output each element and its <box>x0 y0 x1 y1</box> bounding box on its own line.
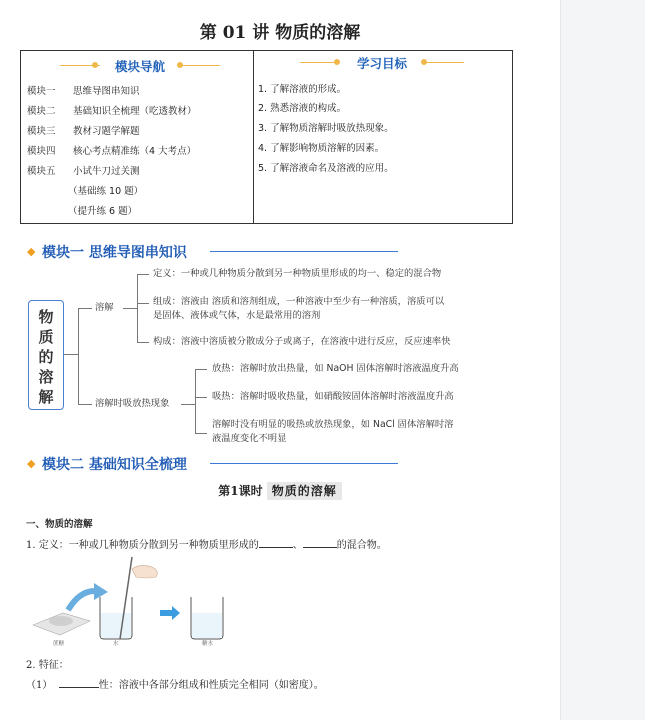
mindmap-branch-heat: 溶解时吸放热现象 <box>95 398 170 409</box>
figure-caption-water: 水 <box>113 641 119 647</box>
mindmap-leaf-composition: 组成：溶液由 溶质和溶剂组成，一种溶液中至少有一种溶质，溶质可以 <box>153 296 445 307</box>
goal-item: 2. 熟悉溶液的构成。 <box>258 103 347 114</box>
nav-item-text: 核心考点精准练（4 大考点） <box>73 146 197 157</box>
nav-header-dot-left <box>92 62 98 68</box>
goal-item: 5. 了解溶液命名及溶液的应用。 <box>258 163 394 174</box>
mindmap-leaf-neutral: 溶解时没有明显的吸热或放热现象，如 NaCl 固体溶解时溶 <box>212 419 454 430</box>
goal-item: 3. 了解物质溶解时吸放热现象。 <box>258 123 394 134</box>
question-2-item-1-num: （1） <box>26 680 53 691</box>
sugar-pile-shape <box>49 616 73 626</box>
mindmap-root-char: 的 <box>38 348 54 366</box>
goal-item: 1. 了解溶液的形成。 <box>258 84 347 95</box>
answer-blank[interactable] <box>303 537 337 548</box>
mindmap-connector <box>137 342 149 343</box>
mindmap-connector <box>78 308 79 404</box>
answer-blank[interactable] <box>259 537 293 548</box>
nav-item-text: 教材习题学解题 <box>73 126 140 137</box>
nav-item-key: 模块三 <box>27 126 56 137</box>
mindmap-leaf-definition: 定义：一种或几种物质分散到另一种物质里形成的均一、稳定的混合物 <box>153 268 442 279</box>
question-2-item-1-text: 性：溶液中各部分组成和性质完全相同（如密度）。 <box>98 680 324 691</box>
module2-diamond-icon: ◆ <box>27 457 36 470</box>
dissolution-figure <box>28 555 243 650</box>
nav-subitem-advanced: （提升练 6 题） <box>68 206 138 217</box>
overview-box <box>20 50 513 224</box>
mindmap-root-char: 解 <box>38 388 54 406</box>
mindmap-connector <box>195 369 207 370</box>
module1-diamond-icon: ◆ <box>27 245 36 258</box>
mindmap-leaf-endothermic: 吸热：溶解时吸收热量，如硝酸铵固体溶解时溶液温度升高 <box>212 391 454 402</box>
figure-caption-sugar: 蔗糖 <box>53 641 65 647</box>
mindmap-connector <box>78 404 92 405</box>
mindmap-root-char: 物 <box>38 308 54 326</box>
goals-header-line-right <box>424 62 464 63</box>
nav-item <box>27 103 197 117</box>
mindmap-root <box>28 300 64 410</box>
result-arrow-shape <box>160 606 180 620</box>
overview-divider <box>253 50 254 223</box>
pour-arrow-head-shape <box>94 583 108 600</box>
goal-item: 4. 了解影响物质溶解的因素。 <box>258 143 385 154</box>
mindmap-connector <box>78 308 92 309</box>
mindmap-connector <box>195 369 196 433</box>
mindmap-connector <box>195 433 207 434</box>
nav-item <box>27 163 140 177</box>
nav-item-text: 小试牛刀过关测 <box>73 166 140 177</box>
mindmap-leaf-exothermic: 放热：溶解时放出热量，如 NaOH 固体溶解时溶液温度升高 <box>212 363 459 374</box>
lesson-number: 第1课时 <box>218 484 263 498</box>
module1-rule <box>210 251 398 252</box>
lesson-title <box>0 482 560 499</box>
question-2: 2. 特征： <box>26 660 69 671</box>
mindmap-connector <box>137 274 149 275</box>
mindmap-connector <box>64 354 78 355</box>
nav-subitem-basic: （基础练 10 题） <box>68 186 144 197</box>
answer-blank[interactable] <box>59 677 99 688</box>
mindmap-root-char: 质 <box>38 328 54 346</box>
mindmap-connector <box>137 303 149 304</box>
nav-header-line-right <box>180 65 220 66</box>
nav-item-text: 基础知识全梳理（吃透教材） <box>73 106 197 117</box>
section-heading: 一、物质的溶解 <box>26 519 93 530</box>
nav-item-text: 思维导图串知识 <box>73 86 140 97</box>
nav-item-key: 模块五 <box>27 166 56 177</box>
question-1-pre: 1. 定义：一种或几种物质分散到另一种物质里形成的 <box>26 540 259 551</box>
module2-heading: 模块二 基础知识全梳理 <box>42 457 187 473</box>
mindmap-connector <box>137 274 138 342</box>
question-2-item-1 <box>26 676 324 691</box>
question-1-post: 的混合物。 <box>336 540 387 551</box>
nav-header: 模块导航 <box>114 59 165 74</box>
module2-rule <box>210 463 398 464</box>
figure-caption-sugar-water: 糖水 <box>202 641 214 647</box>
mindmap-leaf-structure: 构成：溶液中溶质被分散成分子或离子，在溶液中进行反应，反应速率快 <box>153 336 451 347</box>
question-1-mid: 、 <box>292 540 303 551</box>
nav-item-key: 模块四 <box>27 146 56 157</box>
mindmap-leaf-composition-cont: 是固体、液体或气体，水是最常用的溶剂 <box>153 310 321 321</box>
mindmap-branch-dissolve: 溶解 <box>95 302 114 313</box>
mindmap-connector <box>123 308 137 309</box>
solution-fill-shape <box>192 613 222 638</box>
nav-item <box>27 83 140 97</box>
nav-item <box>27 143 197 157</box>
mindmap-connector <box>195 397 207 398</box>
mindmap-connector <box>181 404 195 405</box>
nav-item <box>27 123 140 137</box>
mindmap-leaf-neutral-cont: 液温度变化不明显 <box>212 433 287 444</box>
nav-item-key: 模块一 <box>27 86 56 97</box>
pour-arrow-shape <box>68 591 96 610</box>
hand-shape <box>132 565 157 578</box>
nav-item-key: 模块二 <box>27 106 56 117</box>
module1-heading: 模块一 思维导图串知识 <box>42 245 187 261</box>
lesson-name: 物质的溶解 <box>267 482 342 500</box>
goals-header-dot-left <box>334 59 340 65</box>
question-1 <box>26 536 387 551</box>
right-sidebar-panel <box>560 0 645 720</box>
goals-header: 学习目标 <box>356 56 407 71</box>
water-fill-shape <box>101 613 131 638</box>
mindmap-root-char: 溶 <box>38 368 54 386</box>
page-title: 第 01 讲 物质的溶解 <box>199 23 361 43</box>
